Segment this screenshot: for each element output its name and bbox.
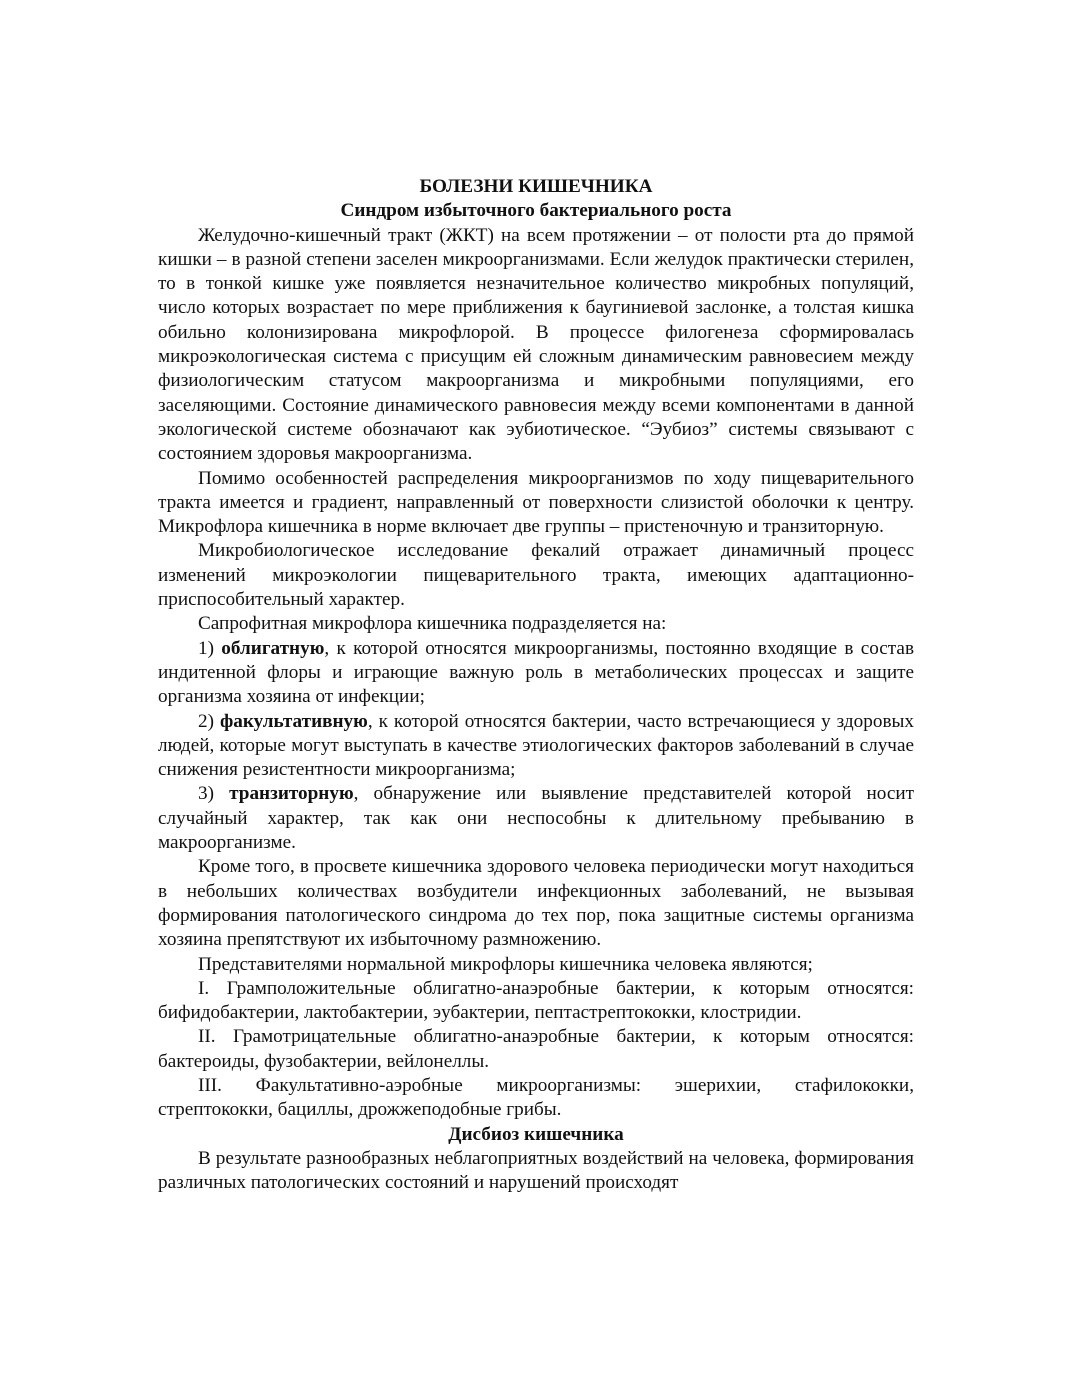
list-item-text: , к которой относятся бактерии, часто встречающиеся у здоровых людей, которые могут выступать в качестве этиологических факторов заболеваний в случае снижения резистентности микроорганизма; <box>158 710 915 781</box>
paragraph-pathogens: Кроме того, в просвете кишечника здорового человека периодически могут находиться в небольших количествах возбудители инфекционных заболеваний, не вызывая формирования патологического синдрома до тех пор, пока защитные системы организма хозяина препятствуют их избыточному размножению. <box>158 856 914 951</box>
list-item-prefix: 3) <box>198 783 230 805</box>
document-title: БОЛЕЗНИ КИШЕЧНИКА <box>419 176 653 197</box>
paragraph-gi-tract: Желудочно-кишечный тракт (ЖКТ) на всем протяжении – от полости рта до прямой кишки – в разной степени заселен микроорганизмами. Если желудок практически стерилен, то в тонкой кишке уже появляется незначительное количество микробных популяций, число которых возрастает по мере приближения к баугиниевой заслонке, а толстая кишка обильно колонизирована микрофлорой. В процессе филогенеза сформировалась микроэкологическая система с присущим ей сложным динамическим равновесием между физиологическим статусом макроорганизма и микробными популяциями, его заселяющими. Состояние динамического равновесия между всеми компонентами в данной экологической системе обозначают как эубиотическое. “Эубиоз” системы связывают с состоянием здоровья макроорганизма. <box>158 224 914 465</box>
list-item-transient <box>158 782 914 855</box>
paragraph-fecal-study: Микробиологическое исследование фекалий отражает динамичный процесс изменений микроэкологии пищеварительного тракта, имеющих адаптационно-приспособительный характер. <box>158 540 914 611</box>
term-obligate: облигатную <box>221 637 325 659</box>
paragraph-dysbiosis: В результате разнообразных неблагоприятных воздействий на человека, формирования различных патологических состояний и нарушений происходят <box>158 1147 914 1194</box>
term-transient: транзиторную <box>229 783 354 805</box>
list-item-text: , к которой относятся микроорганизмы, постоянно входящие в состав индитенной флоры и играющие важную роль в метаболических процессах и защите организма хозяина от инфекции; <box>158 637 915 708</box>
list-item-facultative <box>158 710 914 783</box>
list-item-prefix: 1) <box>198 637 222 659</box>
list-item-prefix: 2) <box>198 710 220 732</box>
paragraph-normal-flora: Представителями нормальной микрофлоры кишечника человека являются; <box>198 953 813 975</box>
section-heading-bacterial-overgrowth: Синдром избыточного бактериального роста <box>340 200 732 222</box>
paragraph-distribution: Помимо особенностей распределения микроорганизмов по ходу пищеварительного тракта имеется и градиент, направленный от поверхности слизистой оболочки к центру. Микрофлора кишечника в норме включает две группы – пристеночную и транзиторную. <box>158 467 914 538</box>
paragraph-facultative-aerobic: III. Факультативно-аэробные микроорганизмы: эшерихии, стафилококки, стрептококки, бациллы, дрожжеподобные грибы. <box>158 1074 914 1121</box>
list-item-obligate <box>158 637 914 710</box>
paragraph-saprophytic: Сапрофитная микрофлора кишечника подразделяется на: <box>198 613 667 635</box>
term-facultative: факультативную <box>219 710 368 732</box>
document-page <box>158 175 914 1195</box>
paragraph-gram-positive: I. Грамположительные облигатно-анаэробные бактерии, к которым относятся: бифидобактерии, лактобактерии, эубактерии, пептастрептококки, клостридии. <box>158 977 914 1024</box>
section-heading-dysbiosis: Дисбиоз кишечника <box>448 1123 624 1145</box>
list-item-text: , обнаружение или выявление представителей которой носит случайный характер, так как они неспособны к длительному пребыванию в макроорганизме. <box>158 783 914 854</box>
paragraph-gram-negative: II. Грамотрицательные облигатно-анаэробные бактерии, к которым относятся: бактероиды, фузобактерии, вейлонеллы. <box>158 1026 914 1072</box>
